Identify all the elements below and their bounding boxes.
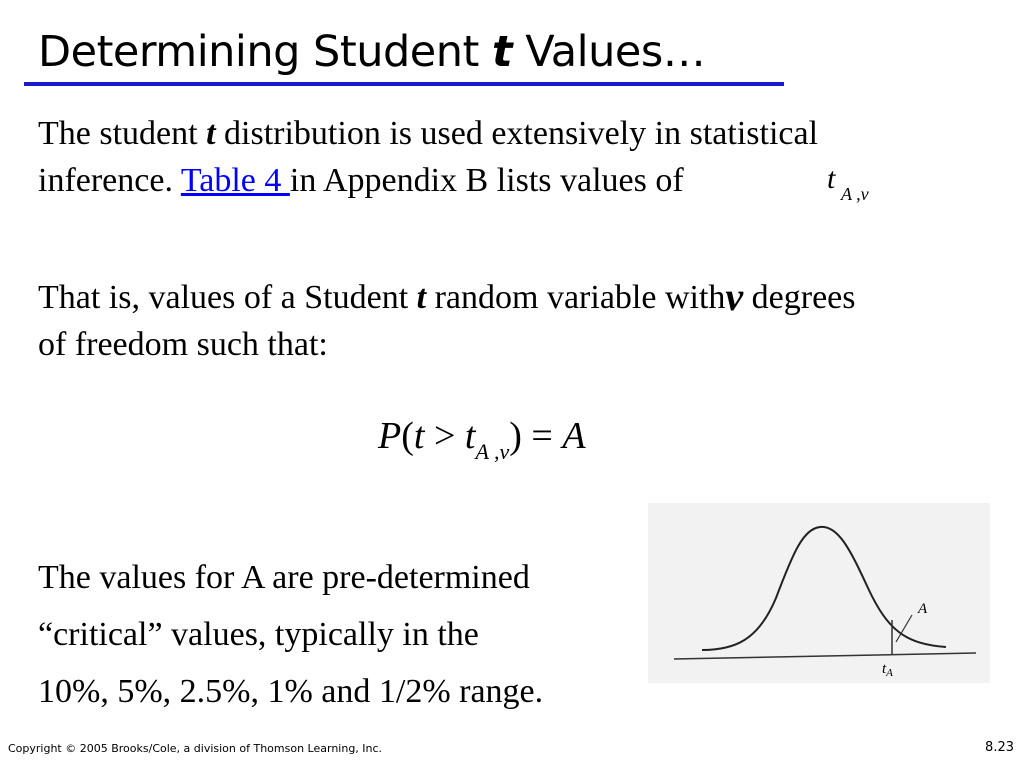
p1-text-c: inference. xyxy=(38,162,181,199)
formula-close-paren: ) xyxy=(509,415,522,457)
formula-open-paren: ( xyxy=(401,415,414,457)
paragraph-2 xyxy=(38,273,856,368)
inline-t-letter: t xyxy=(827,162,836,195)
nu-symbol: ν xyxy=(725,274,744,319)
formula-p: P xyxy=(378,415,402,457)
p1-text-a: The student xyxy=(38,115,207,152)
p1-text-d: in Appendix B lists values of xyxy=(289,162,684,199)
p2-text-b: random variable with xyxy=(426,279,726,316)
p1-text-b: distribution is used extensively in statistical xyxy=(215,115,819,152)
copyright-footer: Copyright © 2005 Brooks/Cole, a division of Thomson Learning, Inc. xyxy=(8,742,383,755)
area-label: A xyxy=(918,601,928,617)
paragraph-3 xyxy=(38,549,543,720)
p2-text-c: degrees xyxy=(743,279,856,316)
formula-t-critical: t xyxy=(464,415,476,457)
p3-line-3: 10%, 5%, 2.5%, 1% and 1/2% range. xyxy=(38,673,544,710)
p3-line-1: The values for A are pre-determined xyxy=(38,559,530,596)
p3-line-2: “critical” values, typically in the xyxy=(38,616,479,653)
inline-t-subscript: A ,ν xyxy=(841,184,869,204)
table-4-link[interactable]: Table 4 xyxy=(180,162,290,199)
inline-t-critical-symbol xyxy=(825,160,889,208)
formula-a: A xyxy=(562,415,586,457)
formula-t: t xyxy=(413,415,425,457)
p2-text-d: of freedom such that: xyxy=(38,326,328,363)
title-underline-rule xyxy=(24,82,784,86)
p2-t-variable: t xyxy=(416,279,427,316)
slide-number: 8.23 xyxy=(985,740,1014,755)
svg-text:P(t > tA ,ν) = A xyxy=(377,415,586,464)
p2-text-a: That is, values of a Student xyxy=(38,279,417,316)
slide-title xyxy=(38,22,705,82)
formula-equals: = xyxy=(521,415,563,457)
formula-greater-than: > xyxy=(424,415,465,457)
title-suffix: Values… xyxy=(512,27,706,77)
paragraph-1 xyxy=(38,110,818,204)
critical-t-letter: t xyxy=(882,661,887,677)
t-distribution-figure xyxy=(648,503,990,683)
p1-t-variable: t xyxy=(206,115,216,152)
title-t-variable: t xyxy=(492,27,513,77)
title-prefix: Determining Student xyxy=(38,27,492,77)
formula-subscript: A ,ν xyxy=(475,439,510,464)
probability-formula xyxy=(376,408,646,470)
critical-t-subscript: A xyxy=(886,667,893,679)
